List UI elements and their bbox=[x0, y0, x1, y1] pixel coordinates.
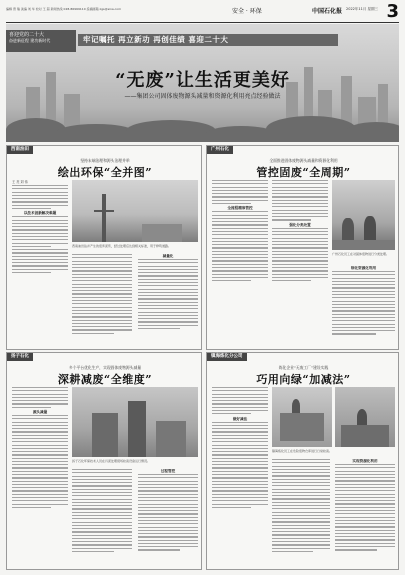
article-body bbox=[12, 180, 68, 345]
article-subhead: 细化资源化利用 bbox=[350, 266, 377, 270]
article-tag: 扬子石化 bbox=[7, 353, 33, 361]
article-subhead: 过程管控 bbox=[160, 469, 176, 473]
article-body-right2 bbox=[138, 254, 198, 346]
article-box-2 bbox=[206, 145, 399, 350]
article-subhead: 源头减量 bbox=[32, 409, 48, 414]
article-photo bbox=[72, 387, 198, 457]
article-tag: 广州石化 bbox=[207, 146, 233, 154]
banner-tag-line2: 奋进新征程 建功新时代 bbox=[9, 38, 51, 43]
article-tag: 西南油田 bbox=[7, 146, 33, 154]
banner-tag bbox=[6, 30, 76, 52]
article-photo bbox=[72, 180, 198, 242]
article-kicker: 多个平台优化生产，实现固体废物源头减量 bbox=[68, 365, 142, 370]
article-title: 深耕减废“全维度” bbox=[57, 373, 153, 386]
page-headline: “无废”让生活更美好 bbox=[115, 70, 290, 91]
photo-caption: 扬子石化环保技术人员在污泥处理现场检查设备运行情况。 bbox=[72, 459, 151, 463]
article-body-right2 bbox=[138, 469, 198, 565]
issue-date: 2022年11月 星期三 bbox=[346, 7, 378, 11]
article-box-3 bbox=[6, 352, 202, 570]
page-number: 3 bbox=[386, 1, 399, 22]
article-subhead: 以技术创新解决难题 bbox=[23, 211, 57, 216]
article-body-right bbox=[332, 266, 395, 346]
article-title: 管控固废“全周期” bbox=[256, 166, 351, 179]
photo-caption: 西南油田钻井产生的废弃泥浆，经过处理后达到相关标准，用于修筑道路。 bbox=[72, 244, 172, 248]
article-body-right bbox=[72, 254, 132, 346]
article-kicker: 全面推进固体废物源头减量和资源化利用 bbox=[269, 158, 338, 163]
article-subhead: 做好减法 bbox=[232, 416, 248, 421]
article-body bbox=[212, 180, 268, 345]
header-meta: 编辑 曾 瑞 美编 刘 华 校对 王 超 新闻热线 028-86969110 投稿邮箱 zgs@sina.com bbox=[6, 7, 122, 11]
article-author: 王 亮 刘 伟 bbox=[12, 180, 28, 184]
banner-tag-line1: 喜迎党的二十大 bbox=[9, 32, 45, 38]
paper-name: 中国石化报 bbox=[312, 8, 343, 15]
article-body-right bbox=[335, 459, 395, 565]
article-kicker: 坚持末端治理和源头治理并举 bbox=[80, 158, 130, 163]
article-body bbox=[212, 387, 268, 565]
article-subhead: 全流程精准管控 bbox=[227, 206, 253, 211]
header-rule bbox=[6, 22, 399, 23]
article-box-1 bbox=[6, 145, 202, 350]
article-photo bbox=[272, 387, 332, 447]
section-name: 安全 · 环保 bbox=[232, 8, 262, 15]
article-title: 绘出环保“全并图” bbox=[57, 166, 153, 179]
article-box-4 bbox=[206, 352, 399, 570]
article-body-right bbox=[72, 469, 132, 565]
article-body bbox=[12, 387, 68, 565]
photo-caption: 广州石化员工在对固体废物进行分类处理。 bbox=[332, 252, 390, 256]
article-photo bbox=[332, 180, 395, 250]
photo-caption: 镇海炼化员工在危险废物仓库进行日常检查。 bbox=[272, 449, 333, 453]
article-kicker: 炼化企业“无废工厂”建设实践 bbox=[278, 365, 329, 370]
article-body-mid bbox=[272, 180, 328, 345]
article-subhead: 强化分类处置 bbox=[289, 222, 311, 227]
article-title: 巧用向绿“加减法” bbox=[256, 373, 351, 386]
article-subhead: 减量化 bbox=[162, 254, 174, 258]
article-photo-2 bbox=[335, 387, 395, 447]
article-body-mid bbox=[272, 459, 330, 565]
page-subheadline: ——集团公司固体废物源头减量和资源化利用亮点经验做法 bbox=[124, 93, 281, 100]
article-tag: 镇海炼化分公司 bbox=[207, 353, 247, 361]
banner-slogan: 牢记嘱托 再立新功 再创佳绩 喜迎二十大 bbox=[78, 34, 338, 46]
article-subhead: 实现资源化利用 bbox=[352, 459, 378, 463]
